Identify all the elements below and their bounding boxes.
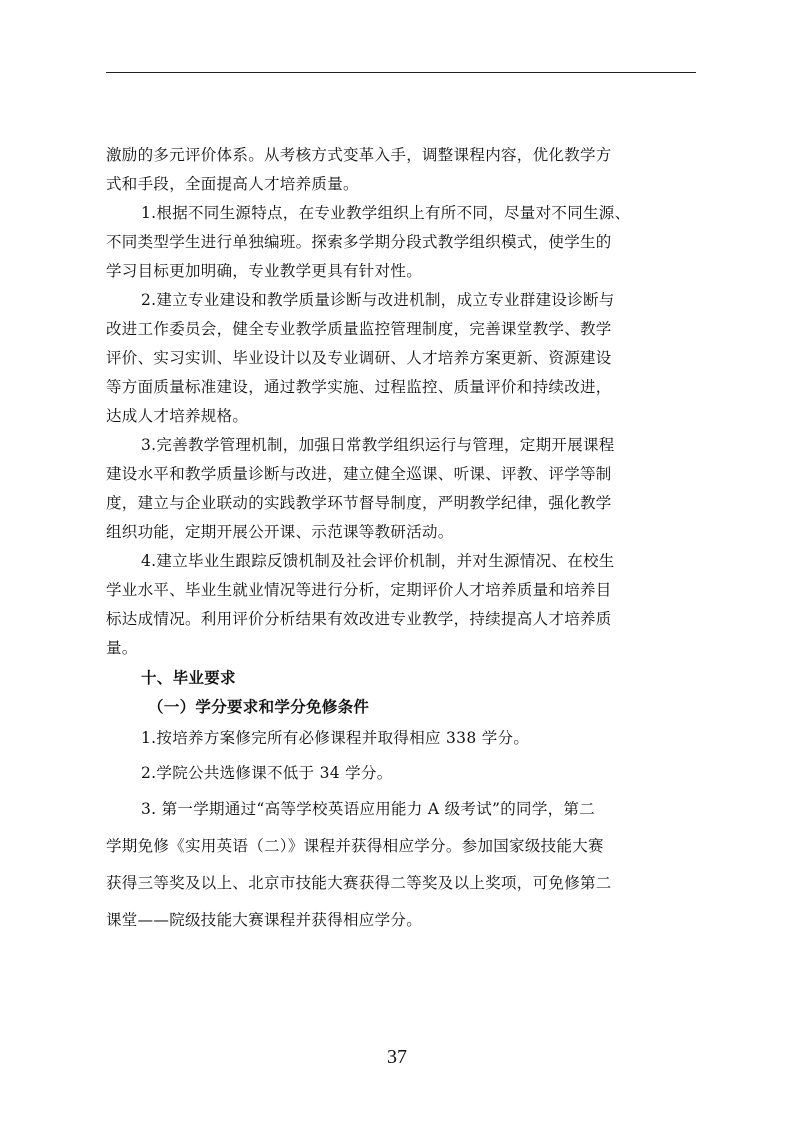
item-2-line-2: 改进工作委员会，健全专业教学质量监控管理制度，完善课堂教学、教学 [106,320,612,338]
paragraph-3-line-2: 学期免修《实用英语（二）》课程并获得相应学分。参加国家级技能大赛 [106,837,604,855]
item-4-line-1: 4.建立毕业生跟踪反馈机制及社会评价机制，并对生源情况、在校生 [141,552,615,570]
subsection-heading: （一）学分要求和学分免修条件 [148,697,370,716]
item-1-line-3: 学习目标更加明确，专业教学更具有针对性。 [106,262,423,280]
document-body [106,141,696,939]
section-heading: 十、毕业要求 [141,668,236,687]
item-3-line-4: 组织功能，定期开展公开课、示范课等教研活动。 [106,523,454,541]
item-2-line-4: 等方面质量标准建设，通过教学实施、过程监控、质量评价和持续改进， [106,378,612,396]
intro-line-1: 激励的多元评价体系。从考核方式变革入手，调整课程内容，优化教学方 [106,146,612,164]
intro-line-2: 式和手段，全面提高人才培养质量。 [106,175,359,193]
item-3-line-1: 3.完善教学管理机制，加强日常教学组织运行与管理，定期开展课程 [141,436,615,454]
page-number: 37 [387,1046,407,1068]
paragraph-3-line-1: 3. 第一学期通过“高等学校英语应用能力 A 级考试”的同学，第二 [141,800,596,818]
paragraph-3-line-3: 获得三等奖及以上、北京市技能大赛获得二等奖及以上奖项，可免修第二 [106,874,612,892]
item-2-line-1: 2.建立专业建设和教学质量诊断与改进机制，成立专业群建设诊断与 [141,291,615,309]
item-4-line-2: 学业水平、毕业生就业情况等进行分析，定期评价人才培养质量和培养目 [106,581,612,599]
item-3-line-3: 度，建立与企业联动的实践教学环节督导制度，严明教学纪律，强化教学 [106,494,612,512]
item-1-line-1: 1.根据不同生源特点，在专业教学组织上有所不同，尽量对不同生源、 [141,204,631,222]
item-3-line-2: 建设水平和教学质量诊断与改进，建立健全巡课、听课、评教、评学等制 [106,465,612,483]
requirement-1: 1.按培养方案修完所有必修课程并取得相应 338 学分。 [141,729,530,747]
item-2-line-3: 评价、实习实训、毕业设计以及专业调研、人才培养方案更新、资源建设 [106,349,612,367]
requirement-2: 2.学院公共选修课不低于 34 学分。 [141,764,393,782]
paragraph-3-line-4: 课堂——院级技能大赛课程并获得相应学分。 [106,911,423,929]
item-1-line-2: 不同类型学生进行单独编班。探索多学期分段式教学组织模式，使学生的 [106,233,612,251]
item-4-line-4: 量。 [106,639,138,657]
header-rule [106,72,696,73]
item-2-line-5: 达成人才培养规格。 [106,407,249,425]
item-4-line-3: 标达成情况。利用评价分析结果有效改进专业教学，持续提高人才培养质 [106,610,612,628]
